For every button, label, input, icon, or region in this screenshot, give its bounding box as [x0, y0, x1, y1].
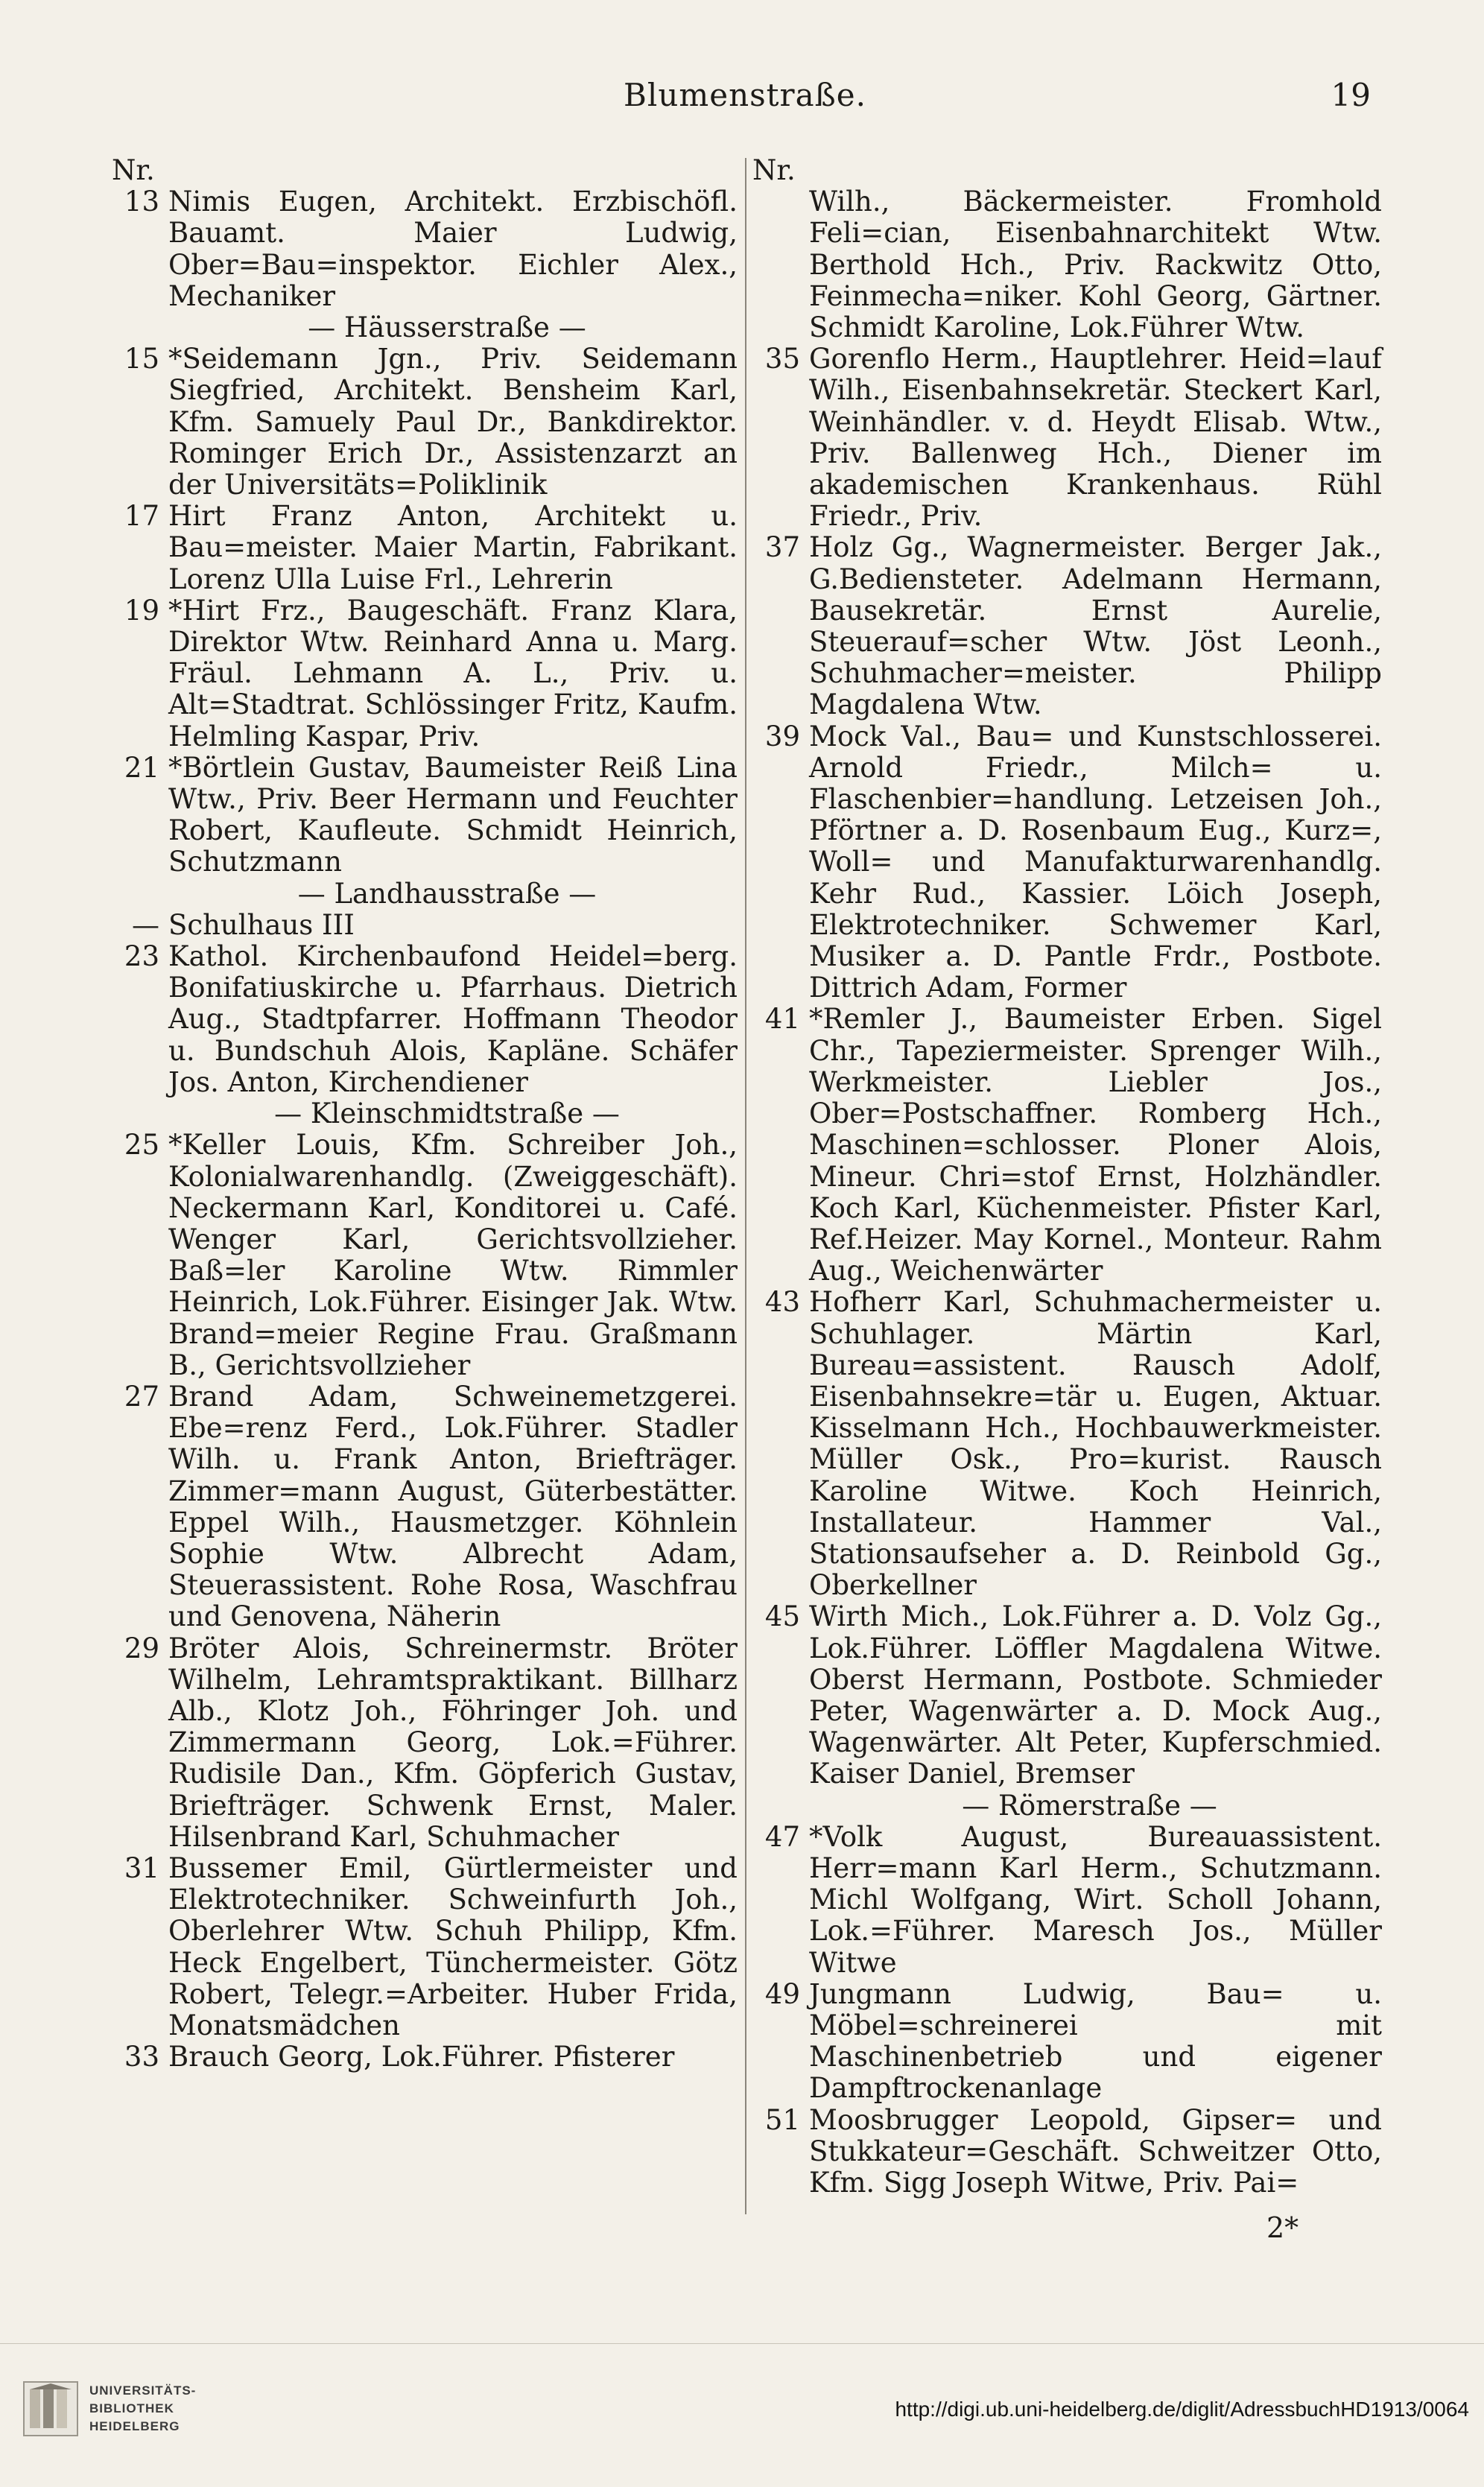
source-url-link[interactable]: http://digi.ub.uni-heidelberg.de/diglit/AdressbuchHD1913/0064 [895, 2398, 1469, 2421]
address-entry [112, 941, 738, 1098]
footer-divider [0, 2343, 1484, 2344]
house-number: 15 [124, 343, 159, 376]
address-entry [112, 1633, 738, 1853]
street-heading: — Häusserstraße — [308, 311, 586, 344]
address-entry [112, 595, 738, 753]
address-entry [112, 1130, 738, 1381]
house-number: 13 [124, 186, 159, 218]
resident-list: Hirt Franz Anton, Architekt u. Bau=meister. Maier Martin, Fabrikant. Lorenz Ulla Luise Frl., Lehrerin [168, 500, 738, 595]
resident-list: Mock Val., Bau= und Kunstschlosserei. Arnold Friedr., Milch= u. Flaschenbier=handlung. Letzeisen Joh., Pförtner a. D. Rosenbaum Eug., Kurz=, Woll= und Manufakturwarenhandlg. Kehr Rud., Kassier. Löich Joseph, Elektrotechniker. Schwemer Karl, Musiker a. D. Pantle Frdr., Postbote. Dittrich Adam, Former [809, 720, 1382, 1004]
resident-list: *Hirt Frz., Baugeschäft. Franz Klara, Direktor Wtw. Reinhard Anna u. Marg. Fräul. Lehmann A. L., Priv. u. Alt=Stadtrat. Schlössinger Fritz, Kaufm. Helmling Kaspar, Priv. [168, 594, 738, 753]
address-entry [752, 2105, 1382, 2199]
page-number: 19 [1331, 77, 1371, 113]
house-number: 47 [764, 1820, 800, 1853]
resident-list: Schulhaus III [168, 908, 355, 941]
house-number: — [132, 908, 159, 941]
address-entry [112, 753, 738, 878]
house-number: 49 [764, 1977, 800, 2010]
address-entry [752, 186, 1382, 343]
house-number: 25 [124, 1129, 159, 1162]
street-heading: — Römerstraße — [962, 1789, 1217, 1822]
resident-list: *Seidemann Jgn., Priv. Seidemann Siegfried, Architekt. Bensheim Karl, Kfm. Samuely Paul Dr., Bankdirektor. Rominger Erich Dr., Assistenzarzt an der Universitäts=Poliklinik [168, 343, 738, 501]
column-divider [745, 158, 746, 2214]
house-number: 37 [764, 531, 800, 564]
signature-mark: 2* [1266, 2211, 1299, 2244]
library-logo [21, 2373, 252, 2455]
resident-list: *Keller Louis, Kfm. Schreiber Joh., Kolonialwarenhandlg. (Zweiggeschäft). Neckermann Karl, Konditorei u. Café. Wenger Karl, Gerichtsvollzieher. Baß=ler Karoline Wtw. Rimmler Heinrich, Lok.Führer. Eisinger Jak. Wtw. Brand=meier Regine Frau. Graßmann B., Gerichtsvollzieher [168, 1129, 738, 1381]
address-entry [752, 1601, 1382, 1790]
address-entry [752, 532, 1382, 720]
street-heading: — Landhausstraße — [297, 877, 597, 910]
address-entry [752, 1822, 1382, 1979]
resident-list: Brauch Georg, Lok.Führer. Pfisterer [168, 2041, 675, 2073]
house-number: 41 [764, 1003, 800, 1036]
address-entry [752, 1004, 1382, 1287]
resident-list: Nimis Eugen, Architekt. Erzbischöfl. Bauamt. Maier Ludwig, Ober=Bau=inspektor. Eichler Alex., Mechaniker [168, 186, 738, 312]
resident-list: Moosbrugger Leopold, Gipser= und Stukkateur=Geschäft. Schweitzer Otto, Kfm. Sigg Joseph Witwe, Priv. Pai= [809, 2103, 1382, 2199]
house-number: 39 [764, 720, 800, 753]
house-number: 17 [124, 500, 159, 533]
house-number: 21 [124, 751, 159, 784]
resident-list: Wilh., Bäckermeister. Fromhold Feli=cian, Eisenbahnarchitekt Wtw. Berthold Hch., Priv. Rackwitz Otto, Feinmecha=niker. Kohl Georg, Gärtner. Schmidt Karoline, Lok.Führer Wtw. [809, 186, 1382, 344]
resident-list: Kathol. Kirchenbaufond Heidel=berg. Bonifatiuskirche u. Pfarrhaus. Dietrich Aug., Stadtpfarrer. Hoffmann Theodor u. Bundschuh Alois, Kapläne. Schäfer Jos. Anton, Kirchendiener [168, 940, 738, 1098]
resident-list: Holz Gg., Wagnermeister. Berger Jak., G.Bediensteter. Adelmann Hermann, Bausekretär. Ernst Aurelie, Steuerauf=scher Wtw. Jöst Leonh., Schuhmacher=meister. Philipp Magdalena Wtw. [809, 531, 1382, 721]
logo-line-2: BIBLIOTHEK [89, 2401, 174, 2415]
resident-list: *Volk August, Bureauassistent. Herr=mann Karl Herm., Schutzmann. Michl Wolfgang, Wirt. Scholl Johann, Lok.=Führer. Maresch Jos., Müller Witwe [809, 1820, 1382, 1979]
house-number: 29 [124, 1632, 159, 1664]
house-number: 45 [764, 1600, 800, 1633]
column-label: Nr. [112, 154, 155, 186]
resident-list: Hofherr Karl, Schuhmachermeister u. Schuhlager. Märtin Karl, Bureau=assistent. Rausch Adolf, Eisenbahnsekre=tär u. Eugen, Aktuar. Kisselmann Hch., Hochbauwerkmeister. Müller Osk., Pro=kurist. Rausch Karoline Witwe. Koch Heinrich, Installateur. Hammer Val., Stationsaufseher a. D. Reinbold Gg., Oberkellner [809, 1286, 1382, 1602]
house-number: 51 [764, 2103, 800, 2136]
house-number: 35 [764, 343, 800, 376]
page-header [119, 71, 1371, 123]
resident-list: Gorenflo Herm., Hauptlehrer. Heid=lauf Wilh., Eisenbahnsekretär. Steckert Karl, Weinhändler. v. d. Heydt Elisab. Wtw., Priv. Ballenweg Hch., Diener im akademischen Krankenhaus. Rühl Friedr., Priv. [809, 343, 1382, 533]
house-number: 33 [124, 2041, 159, 2073]
resident-list: *Börtlein Gustav, Baumeister Reiß Lina Wtw., Priv. Beer Hermann und Feuchter Robert, Kaufleute. Schmidt Heinrich, Schutzmann [168, 751, 738, 878]
resident-list: Brand Adam, Schweinemetzgerei. Ebe=renz Ferd., Lok.Führer. Stadler Wilh. u. Frank Anton, Briefträger. Zimmer=mann August, Güterbestätter. Eppel Wilh., Hausmetzger. Köhnlein Sophie Wtw. Albrecht Adam, Steuerassistent. Rohe Rosa, Waschfrau und Genovena, Näherin [168, 1380, 738, 1633]
logo-line-3: HEIDELBERG [89, 2419, 180, 2433]
house-number: 23 [124, 940, 159, 973]
address-entry [112, 343, 738, 501]
right-column [752, 155, 1382, 2199]
address-entry [112, 186, 738, 312]
address-entry [112, 2041, 738, 2073]
resident-list: Bröter Alois, Schreinermstr. Bröter Wilhelm, Lehramtspraktikant. Billharz Alb., Klotz Joh., Föhringer Joh. und Zimmermann Georg, Lok.=Führer. Rudisile Dan., Kfm. Göpferich Gustav, Briefträger. Schwenk Ernst, Maler. Hilsenbrand Karl, Schuhmacher [168, 1632, 738, 1853]
resident-list: Bussemer Emil, Gürtlermeister und Elektrotechniker. Schweinfurth Joh., Oberlehrer Wtw. Schuh Philipp, Kfm. Heck Engelbert, Tünchermeister. Götz Robert, Telegr.=Arbeiter. Huber Frida, Monatsmädchen [168, 1851, 738, 2041]
house-number [752, 186, 809, 343]
left-column [112, 155, 738, 2073]
address-entry [752, 721, 1382, 1004]
library-logo-icon [21, 2379, 80, 2439]
address-entry [752, 1979, 1382, 2105]
house-number: 27 [124, 1380, 159, 1413]
address-entry [112, 1381, 738, 1633]
column-label: Nr. [752, 154, 796, 186]
page-title: Blumenstraße. [624, 77, 866, 113]
resident-list: Jungmann Ludwig, Bau= u. Möbel=schreinerei mit Maschinenbetrieb und eigener Dampftrockenanlage [809, 1977, 1382, 2105]
address-entry [752, 343, 1382, 532]
resident-list: Wirth Mich., Lok.Führer a. D. Volz Gg., Lok.Führer. Löffler Magdalena Witwe. Oberst Hermann, Postbote. Schmieder Peter, Wagenwärter a. D. Mock Aug., Wagenwärter. Alt Peter, Kupferschmied. Kaiser Daniel, Bremser [809, 1600, 1382, 1790]
address-entry [752, 1287, 1382, 1601]
address-entry [112, 501, 738, 595]
house-number: 43 [764, 1286, 800, 1319]
resident-list: *Remler J., Baumeister Erben. Sigel Chr., Tapeziermeister. Sprenger Wilh., Werkmeister. Liebler Jos., Ober=Postschaffner. Romberg Hch., Maschinen=schlosser. Ploner Alois, Mineur. Chri=stof Ernst, Holzhändler. Koch Karl, Küchenmeister. Pfister Karl, Ref.Heizer. May Kornel., Monteur. Rahm Aug., Weichenwärter [809, 1003, 1382, 1287]
house-number: 19 [124, 594, 159, 627]
address-entry [112, 910, 738, 941]
house-number: 31 [124, 1851, 159, 1884]
street-heading: — Kleinschmidtstraße — [274, 1097, 620, 1130]
logo-line-1: UNIVERSITÄTS- [89, 2383, 197, 2398]
address-entry [112, 1853, 738, 2041]
